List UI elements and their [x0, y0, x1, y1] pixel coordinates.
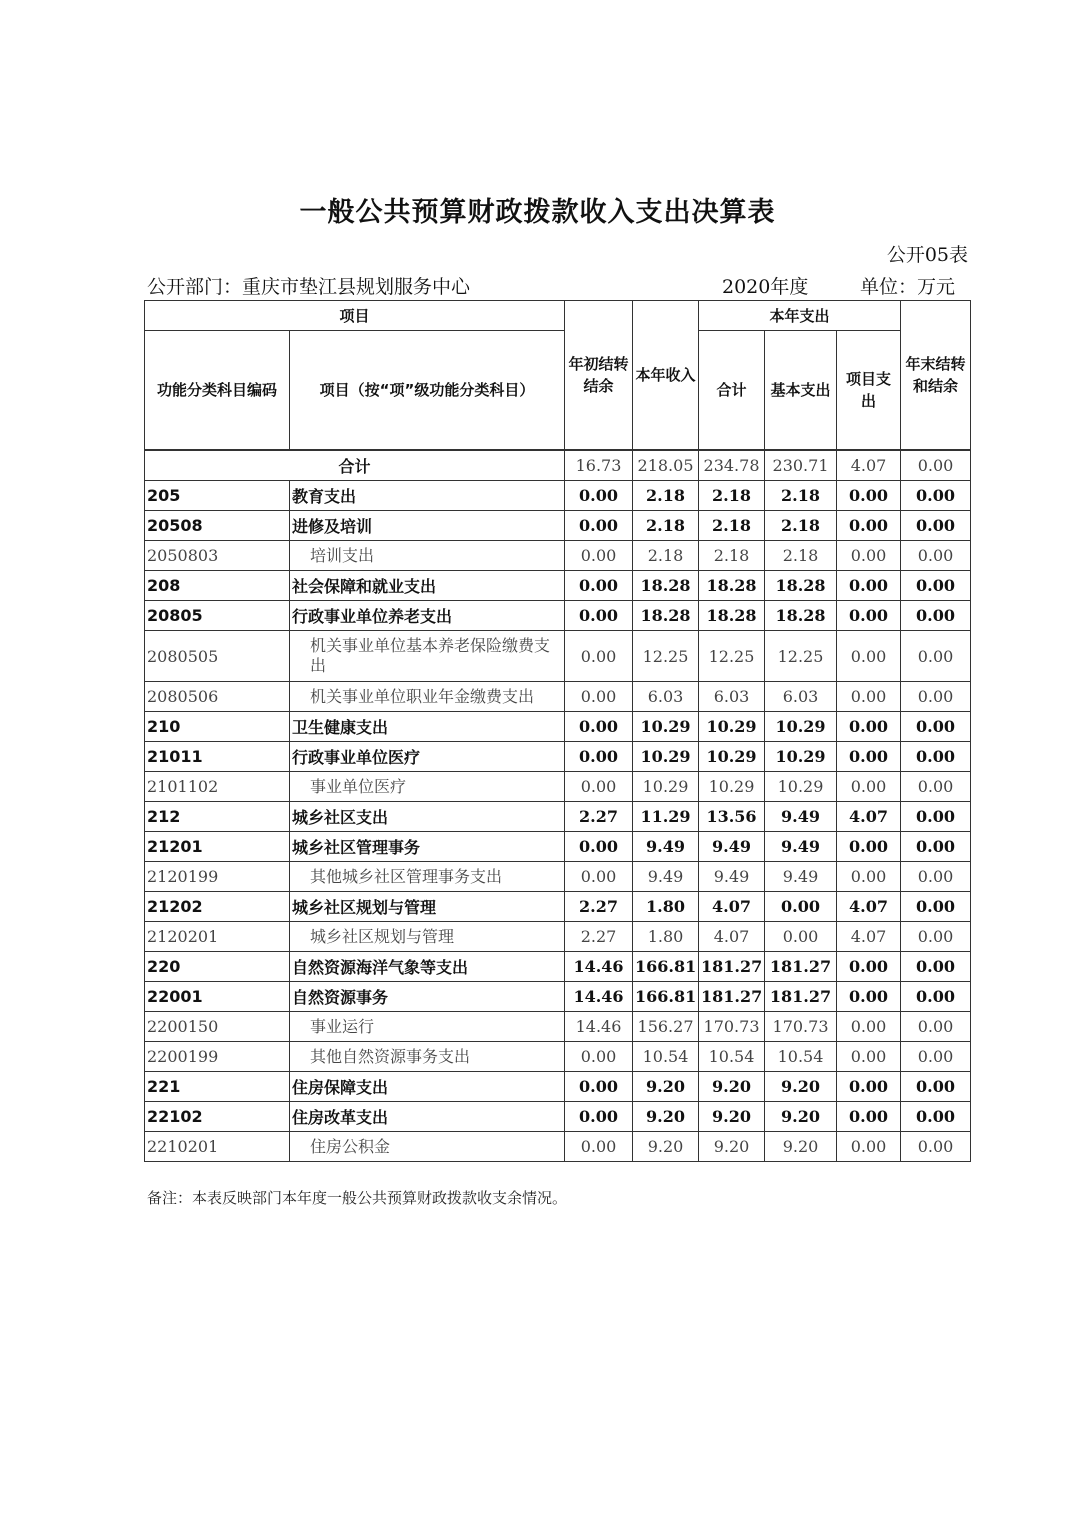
row-opening-balance: 0.00 — [565, 631, 633, 682]
row-basic: 6.03 — [765, 682, 837, 712]
row-project: 0.00 — [837, 712, 901, 742]
row-name: 住房改革支出 — [290, 1102, 565, 1132]
row-income: 10.29 — [633, 772, 699, 802]
row-total: 9.49 — [699, 832, 765, 862]
row-project: 0.00 — [837, 1072, 901, 1102]
row-total: 10.29 — [699, 772, 765, 802]
row-total: 12.25 — [699, 631, 765, 682]
header-closing-balance: 年末结转和结余 — [901, 301, 971, 450]
row-basic: 10.29 — [765, 712, 837, 742]
row-income: 10.54 — [633, 1042, 699, 1072]
page-title: 一般公共预算财政拨款收入支出决算表 — [299, 197, 776, 228]
row-project: 0.00 — [837, 1102, 901, 1132]
row-closing-balance: 0.00 — [901, 682, 971, 712]
row-opening-balance: 0.00 — [565, 1072, 633, 1102]
row-basic: 2.18 — [765, 541, 837, 571]
row-opening-balance: 0.00 — [565, 832, 633, 862]
row-project: 0.00 — [837, 832, 901, 862]
row-income: 9.20 — [633, 1132, 699, 1162]
row-name: 住房公积金 — [290, 1132, 565, 1162]
row-opening-balance: 0.00 — [565, 1132, 633, 1162]
row-code: 221 — [145, 1072, 290, 1102]
row-code: 21201 — [145, 832, 290, 862]
row-name: 城乡社区规划与管理 — [290, 922, 565, 952]
row-income: 9.20 — [633, 1102, 699, 1132]
row-income: 1.80 — [633, 922, 699, 952]
row-project: 4.07 — [837, 802, 901, 832]
row-name: 机关事业单位基本养老保险缴费支出 — [290, 631, 565, 682]
row-name: 城乡社区规划与管理 — [290, 892, 565, 922]
row-closing-balance: 0.00 — [901, 922, 971, 952]
row-closing-balance: 0.00 — [901, 772, 971, 802]
row-basic: 18.28 — [765, 601, 837, 631]
row-code: 220 — [145, 952, 290, 982]
row-basic: 9.20 — [765, 1072, 837, 1102]
row-code: 2200199 — [145, 1042, 290, 1072]
total-income: 218.05 — [633, 451, 699, 481]
table-row — [145, 601, 971, 631]
table-row — [145, 481, 971, 511]
row-project: 0.00 — [837, 982, 901, 1012]
row-income: 10.29 — [633, 712, 699, 742]
row-project: 0.00 — [837, 541, 901, 571]
row-opening-balance: 14.46 — [565, 1012, 633, 1042]
row-project: 0.00 — [837, 742, 901, 772]
row-closing-balance: 0.00 — [901, 481, 971, 511]
row-opening-balance: 14.46 — [565, 982, 633, 1012]
row-name: 培训支出 — [290, 541, 565, 571]
header-opening-balance: 年初结转结余 — [565, 301, 633, 450]
table-body — [145, 450, 971, 1162]
row-basic: 2.18 — [765, 511, 837, 541]
row-code: 212 — [145, 802, 290, 832]
row-basic: 0.00 — [765, 892, 837, 922]
row-opening-balance: 0.00 — [565, 682, 633, 712]
row-code: 2101102 — [145, 772, 290, 802]
row-total: 2.18 — [699, 511, 765, 541]
row-income: 6.03 — [633, 682, 699, 712]
row-closing-balance: 0.00 — [901, 742, 971, 772]
row-closing-balance: 0.00 — [901, 1102, 971, 1132]
row-income: 2.18 — [633, 541, 699, 571]
row-code: 22001 — [145, 982, 290, 1012]
row-name: 事业运行 — [290, 1012, 565, 1042]
row-total: 181.27 — [699, 982, 765, 1012]
row-project: 0.00 — [837, 511, 901, 541]
total-label: 合计 — [145, 451, 565, 481]
total-project: 4.07 — [837, 451, 901, 481]
row-total: 6.03 — [699, 682, 765, 712]
row-income: 12.25 — [633, 631, 699, 682]
header-total: 合计 — [699, 331, 765, 450]
row-name: 机关事业单位职业年金缴费支出 — [290, 682, 565, 712]
row-opening-balance: 0.00 — [565, 1042, 633, 1072]
row-income: 1.80 — [633, 892, 699, 922]
row-income: 18.28 — [633, 571, 699, 601]
row-closing-balance: 0.00 — [901, 571, 971, 601]
row-code: 20508 — [145, 511, 290, 541]
row-closing-balance: 0.00 — [901, 982, 971, 1012]
row-total: 18.28 — [699, 571, 765, 601]
row-opening-balance: 2.27 — [565, 922, 633, 952]
row-project: 0.00 — [837, 772, 901, 802]
table-row — [145, 682, 971, 712]
row-basic: 181.27 — [765, 952, 837, 982]
table-row — [145, 1102, 971, 1132]
row-project: 4.07 — [837, 892, 901, 922]
table-row — [145, 772, 971, 802]
row-project: 0.00 — [837, 952, 901, 982]
row-name: 其他自然资源事务支出 — [290, 1042, 565, 1072]
row-opening-balance: 2.27 — [565, 802, 633, 832]
row-basic: 10.29 — [765, 772, 837, 802]
row-name: 教育支出 — [290, 481, 565, 511]
row-code: 22102 — [145, 1102, 290, 1132]
row-closing-balance: 0.00 — [901, 1132, 971, 1162]
row-income: 10.29 — [633, 742, 699, 772]
table-row — [145, 802, 971, 832]
table-row — [145, 892, 971, 922]
row-code: 205 — [145, 481, 290, 511]
row-code: 2210201 — [145, 1132, 290, 1162]
table-row — [145, 952, 971, 982]
row-name: 进修及培训 — [290, 511, 565, 541]
row-project: 0.00 — [837, 1042, 901, 1072]
row-basic: 2.18 — [765, 481, 837, 511]
row-total: 170.73 — [699, 1012, 765, 1042]
row-name: 住房保障支出 — [290, 1072, 565, 1102]
row-project: 0.00 — [837, 631, 901, 682]
row-income: 9.49 — [633, 862, 699, 892]
row-basic: 170.73 — [765, 1012, 837, 1042]
total-row — [145, 451, 971, 481]
row-total: 9.20 — [699, 1132, 765, 1162]
row-code: 20805 — [145, 601, 290, 631]
row-basic: 10.54 — [765, 1042, 837, 1072]
row-opening-balance: 0.00 — [565, 862, 633, 892]
row-income: 9.20 — [633, 1072, 699, 1102]
unit-label: 单位：万元 — [860, 276, 956, 298]
row-total: 4.07 — [699, 892, 765, 922]
row-name: 城乡社区支出 — [290, 802, 565, 832]
row-basic: 9.49 — [765, 862, 837, 892]
row-closing-balance: 0.00 — [901, 712, 971, 742]
row-opening-balance: 0.00 — [565, 481, 633, 511]
row-income: 18.28 — [633, 601, 699, 631]
total-basic: 230.71 — [765, 451, 837, 481]
header-project: 项目 — [145, 301, 565, 331]
row-income: 11.29 — [633, 802, 699, 832]
row-basic: 181.27 — [765, 982, 837, 1012]
row-project: 0.00 — [837, 571, 901, 601]
table-row — [145, 1132, 971, 1162]
row-opening-balance: 0.00 — [565, 571, 633, 601]
header-code: 功能分类科目编码 — [145, 331, 290, 450]
row-code: 2050803 — [145, 541, 290, 571]
row-closing-balance: 0.00 — [901, 862, 971, 892]
row-project: 4.07 — [837, 922, 901, 952]
row-total: 4.07 — [699, 922, 765, 952]
table-row — [145, 511, 971, 541]
row-basic: 9.49 — [765, 832, 837, 862]
table-number: 公开05表 — [886, 244, 968, 266]
table-row — [145, 832, 971, 862]
footnote: 备注：本表反映部门本年度一般公共预算财政拨款收支余情况。 — [147, 1189, 568, 1207]
row-income: 166.81 — [633, 982, 699, 1012]
row-project: 0.00 — [837, 862, 901, 892]
row-closing-balance: 0.00 — [901, 541, 971, 571]
row-closing-balance: 0.00 — [901, 892, 971, 922]
header-current-expenditure: 本年支出 — [699, 301, 901, 331]
row-total: 2.18 — [699, 481, 765, 511]
table-row — [145, 862, 971, 892]
row-opening-balance: 0.00 — [565, 511, 633, 541]
row-total: 10.29 — [699, 742, 765, 772]
row-closing-balance: 0.00 — [901, 832, 971, 862]
row-total: 9.20 — [699, 1102, 765, 1132]
total-closing-balance: 0.00 — [901, 451, 971, 481]
row-code: 210 — [145, 712, 290, 742]
row-code: 2080505 — [145, 631, 290, 682]
row-closing-balance: 0.00 — [901, 1042, 971, 1072]
row-code: 2120199 — [145, 862, 290, 892]
row-closing-balance: 0.00 — [901, 601, 971, 631]
row-opening-balance: 0.00 — [565, 541, 633, 571]
row-opening-balance: 14.46 — [565, 952, 633, 982]
row-closing-balance: 0.00 — [901, 802, 971, 832]
table-row — [145, 1042, 971, 1072]
row-code: 21202 — [145, 892, 290, 922]
header-name: 项目（按“项”级功能分类科目） — [290, 331, 565, 450]
row-total: 2.18 — [699, 541, 765, 571]
row-closing-balance: 0.00 — [901, 1072, 971, 1102]
row-code: 208 — [145, 571, 290, 601]
table-row — [145, 982, 971, 1012]
table-row — [145, 1012, 971, 1042]
row-name: 事业单位医疗 — [290, 772, 565, 802]
row-total: 13.56 — [699, 802, 765, 832]
row-project: 0.00 — [837, 601, 901, 631]
row-total: 181.27 — [699, 952, 765, 982]
table-row — [145, 922, 971, 952]
row-opening-balance: 0.00 — [565, 712, 633, 742]
row-closing-balance: 0.00 — [901, 952, 971, 982]
header-income: 本年收入 — [633, 301, 699, 450]
table-row — [145, 631, 971, 682]
row-closing-balance: 0.00 — [901, 1012, 971, 1042]
row-basic: 10.29 — [765, 742, 837, 772]
row-code: 2080506 — [145, 682, 290, 712]
row-name: 城乡社区管理事务 — [290, 832, 565, 862]
row-name: 社会保障和就业支出 — [290, 571, 565, 601]
row-income: 2.18 — [633, 511, 699, 541]
table-row — [145, 712, 971, 742]
row-closing-balance: 0.00 — [901, 511, 971, 541]
table-row — [145, 541, 971, 571]
row-income: 166.81 — [633, 952, 699, 982]
row-basic: 0.00 — [765, 922, 837, 952]
row-income: 2.18 — [633, 481, 699, 511]
row-basic: 12.25 — [765, 631, 837, 682]
row-income: 156.27 — [633, 1012, 699, 1042]
header-project-expenditure: 项目支出 — [837, 331, 901, 450]
row-project: 0.00 — [837, 1132, 901, 1162]
row-name: 其他城乡社区管理事务支出 — [290, 862, 565, 892]
row-project: 0.00 — [837, 1012, 901, 1042]
row-total: 9.49 — [699, 862, 765, 892]
row-project: 0.00 — [837, 481, 901, 511]
row-name: 自然资源海洋气象等支出 — [290, 952, 565, 982]
row-opening-balance: 0.00 — [565, 601, 633, 631]
row-basic: 18.28 — [765, 571, 837, 601]
row-total: 9.20 — [699, 1072, 765, 1102]
row-opening-balance: 0.00 — [565, 1102, 633, 1132]
table-row — [145, 1072, 971, 1102]
row-basic: 9.49 — [765, 802, 837, 832]
row-project: 0.00 — [837, 682, 901, 712]
row-name: 行政事业单位养老支出 — [290, 601, 565, 631]
total-expenditure: 234.78 — [699, 451, 765, 481]
row-closing-balance: 0.00 — [901, 631, 971, 682]
table-row — [145, 571, 971, 601]
row-code: 21011 — [145, 742, 290, 772]
row-code: 2200150 — [145, 1012, 290, 1042]
header-basic: 基本支出 — [765, 331, 837, 450]
row-income: 9.49 — [633, 832, 699, 862]
row-opening-balance: 0.00 — [565, 742, 633, 772]
row-name: 卫生健康支出 — [290, 712, 565, 742]
row-name: 行政事业单位医疗 — [290, 742, 565, 772]
row-total: 10.54 — [699, 1042, 765, 1072]
fiscal-year: 2020年度 — [722, 276, 809, 298]
row-total: 18.28 — [699, 601, 765, 631]
row-opening-balance: 2.27 — [565, 892, 633, 922]
row-basic: 9.20 — [765, 1102, 837, 1132]
total-opening-balance: 16.73 — [565, 451, 633, 481]
row-opening-balance: 0.00 — [565, 772, 633, 802]
row-total: 10.29 — [699, 712, 765, 742]
row-basic: 9.20 — [765, 1132, 837, 1162]
department-label: 公开部门：重庆市垫江县规划服务中心 — [147, 276, 471, 298]
table-row — [145, 742, 971, 772]
row-code: 2120201 — [145, 922, 290, 952]
row-name: 自然资源事务 — [290, 982, 565, 1012]
budget-table — [144, 300, 971, 1162]
